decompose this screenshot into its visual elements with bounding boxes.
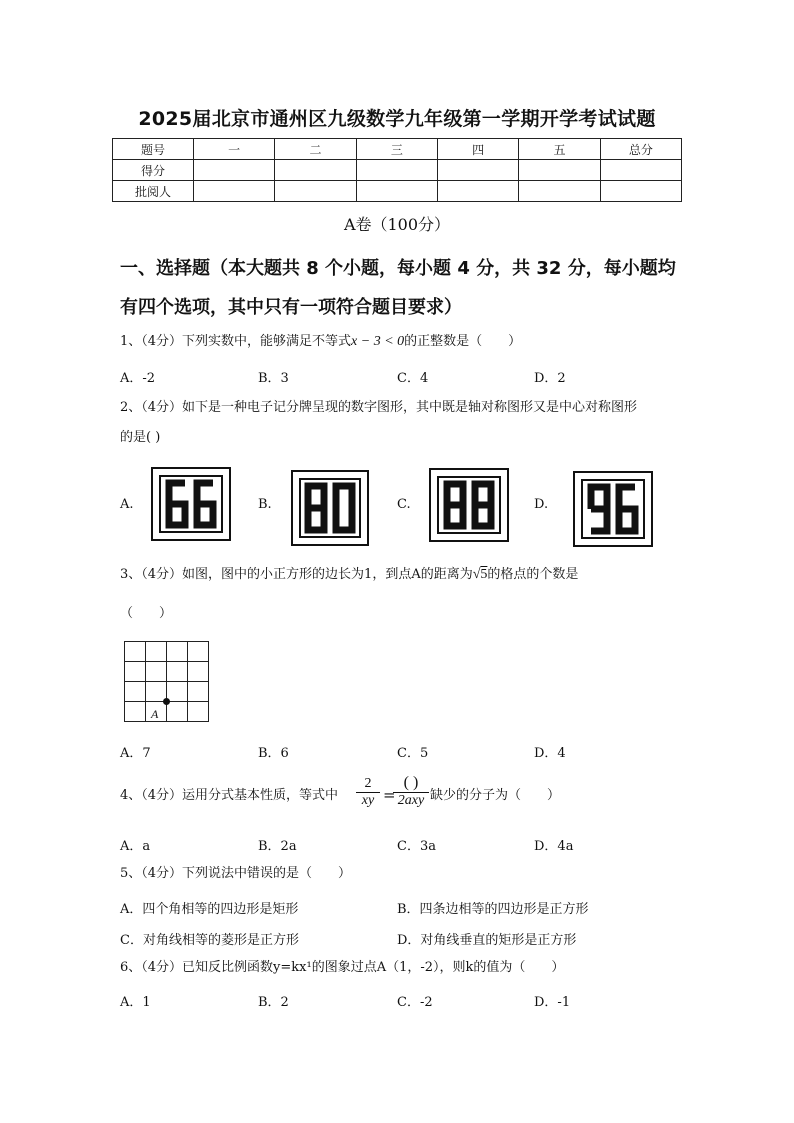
question-1-option-b[interactable]: B．3 [258,371,289,386]
grader-row-label: 批阅人 [113,181,194,202]
question-2-option-b-label[interactable]: B. [258,497,272,512]
equals-sign: = [383,786,396,804]
question-3-line1 [120,567,578,583]
fraction-right [393,774,429,809]
sqrt-symbol: √5 [472,567,488,582]
question-5-option-b[interactable]: B．四条边相等的四边形是正方形 [397,902,589,917]
grid-point-a-label: A [151,707,159,721]
question-1-option-d[interactable]: D．2 [534,371,566,386]
question-1-option-c[interactable]: C．4 [397,371,429,386]
question-6-option-c[interactable]: C．-2 [397,995,433,1010]
question-2-option-a-label[interactable]: A. [120,497,134,512]
question-2-line2: 的是( ) [120,430,161,445]
question-3-grid-figure [122,640,212,724]
score-table [112,138,682,202]
score-row-label: 得分 [113,160,194,181]
question-5-option-d[interactable]: D．对角线垂直的矩形是正方形 [397,933,577,948]
grader-cell[interactable] [437,181,518,202]
score-cell[interactable] [600,160,681,181]
score-cell[interactable] [275,160,356,181]
grader-cell[interactable] [600,181,681,202]
grid-point-a [163,698,170,705]
question-3-option-d[interactable]: D．4 [534,746,566,761]
question-1-text-pre: 1、（4分）下列实数中，能够满足不等式 [120,334,352,349]
page-title: 2025届北京市通州区九级数学九年级第一学期开学考试试题 [138,108,656,130]
grader-cell[interactable] [519,181,600,202]
question-2-option-d-label[interactable]: D. [534,497,549,512]
score-table-header: 总分 [600,139,681,160]
grader-cell[interactable] [194,181,275,202]
question-2-option-b-image[interactable] [291,470,369,546]
question-1-option-a[interactable]: A．-2 [120,371,156,386]
question-2-option-a-image[interactable] [151,467,231,541]
digit-display-80 [301,480,359,536]
section-heading-line2: 有四个选项，其中只有一项符合题目要求） [120,297,462,318]
question-2-option-c-image[interactable] [429,468,509,542]
question-3-option-c[interactable]: C．5 [397,746,429,761]
question-3-option-b[interactable]: B．6 [258,746,289,761]
grader-cell[interactable] [356,181,437,202]
question-6-option-b[interactable]: B．2 [258,995,289,1010]
fraction-left-numerator: 2 [364,776,372,791]
question-4-option-a[interactable]: A．a [120,839,151,854]
score-cell[interactable] [519,160,600,181]
section-heading-line1: 一、选择题（本大题共 8 个小题，每小题 4 分，共 32 分，每小题均 [120,258,676,279]
question-3-line2: （ ） [120,606,173,621]
question-4-text-pre: 4、（4分）运用分式基本性质，等式中 [120,788,339,803]
question-2-line1: 2、（4分）如下是一种电子记分牌呈现的数字图形，其中既是轴对称图形又是中心对称图形 [120,400,638,415]
question-3-option-a[interactable]: A．7 [120,746,151,761]
score-table-header: 一 [194,139,275,160]
score-cell[interactable] [356,160,437,181]
question-6-text: 6、（4分）已知反比例函数y=kx¹的图象过点A（1，-2），则k的值为（ ） [120,960,565,975]
question-4-option-b[interactable]: B．2a [258,839,297,854]
fraction-right-denominator: 2axy [393,792,429,809]
question-3-text-post: 的格点的个数是 [487,567,579,582]
question-2-option-c-label[interactable]: C. [397,497,411,512]
question-4-option-c[interactable]: C．3a [397,839,436,854]
question-1-inequality: x − 3 < 0 [351,334,405,349]
score-cell[interactable] [194,160,275,181]
question-5-option-c[interactable]: C．对角线相等的菱形是正方形 [120,933,299,948]
score-table-header: 五 [519,139,600,160]
question-6-option-a[interactable]: A．1 [120,995,151,1010]
grader-row [113,181,682,202]
score-table-header: 题号 [113,139,194,160]
question-2-option-d-image[interactable] [573,471,653,547]
question-4-option-d[interactable]: D．4a [534,839,574,854]
question-4-text-post: 缺少的分子为（ ） [430,788,561,803]
sqrt-radicand: 5 [480,567,488,582]
question-1-text-post: 的正整数是（ ） [404,334,522,349]
grader-cell[interactable] [275,181,356,202]
fraction-left [356,776,380,809]
score-cell[interactable] [437,160,518,181]
question-3-text-pre: 3、（4分）如图，图中的小正方形的边长为1，到点A的距离为 [120,567,473,582]
fraction-right-numerator: ( ) [403,774,419,791]
digit-display-88 [439,478,499,532]
question-5-option-a[interactable]: A．四个角相等的四边形是矩形 [120,902,299,917]
score-table-header: 三 [356,139,437,160]
question-1 [120,334,521,350]
question-6-option-d[interactable]: D．-1 [534,995,571,1010]
question-5-text: 5、（4分）下列说法中错误的是（ ） [120,866,352,881]
digit-display-96 [583,481,643,537]
score-row [113,160,682,181]
score-table-header: 二 [275,139,356,160]
digit-display-66 [161,477,221,531]
score-table-header-row [113,139,682,160]
volume-heading: A卷（100分） [343,215,451,234]
fraction-left-denominator: xy [356,792,380,809]
score-table-header: 四 [437,139,518,160]
